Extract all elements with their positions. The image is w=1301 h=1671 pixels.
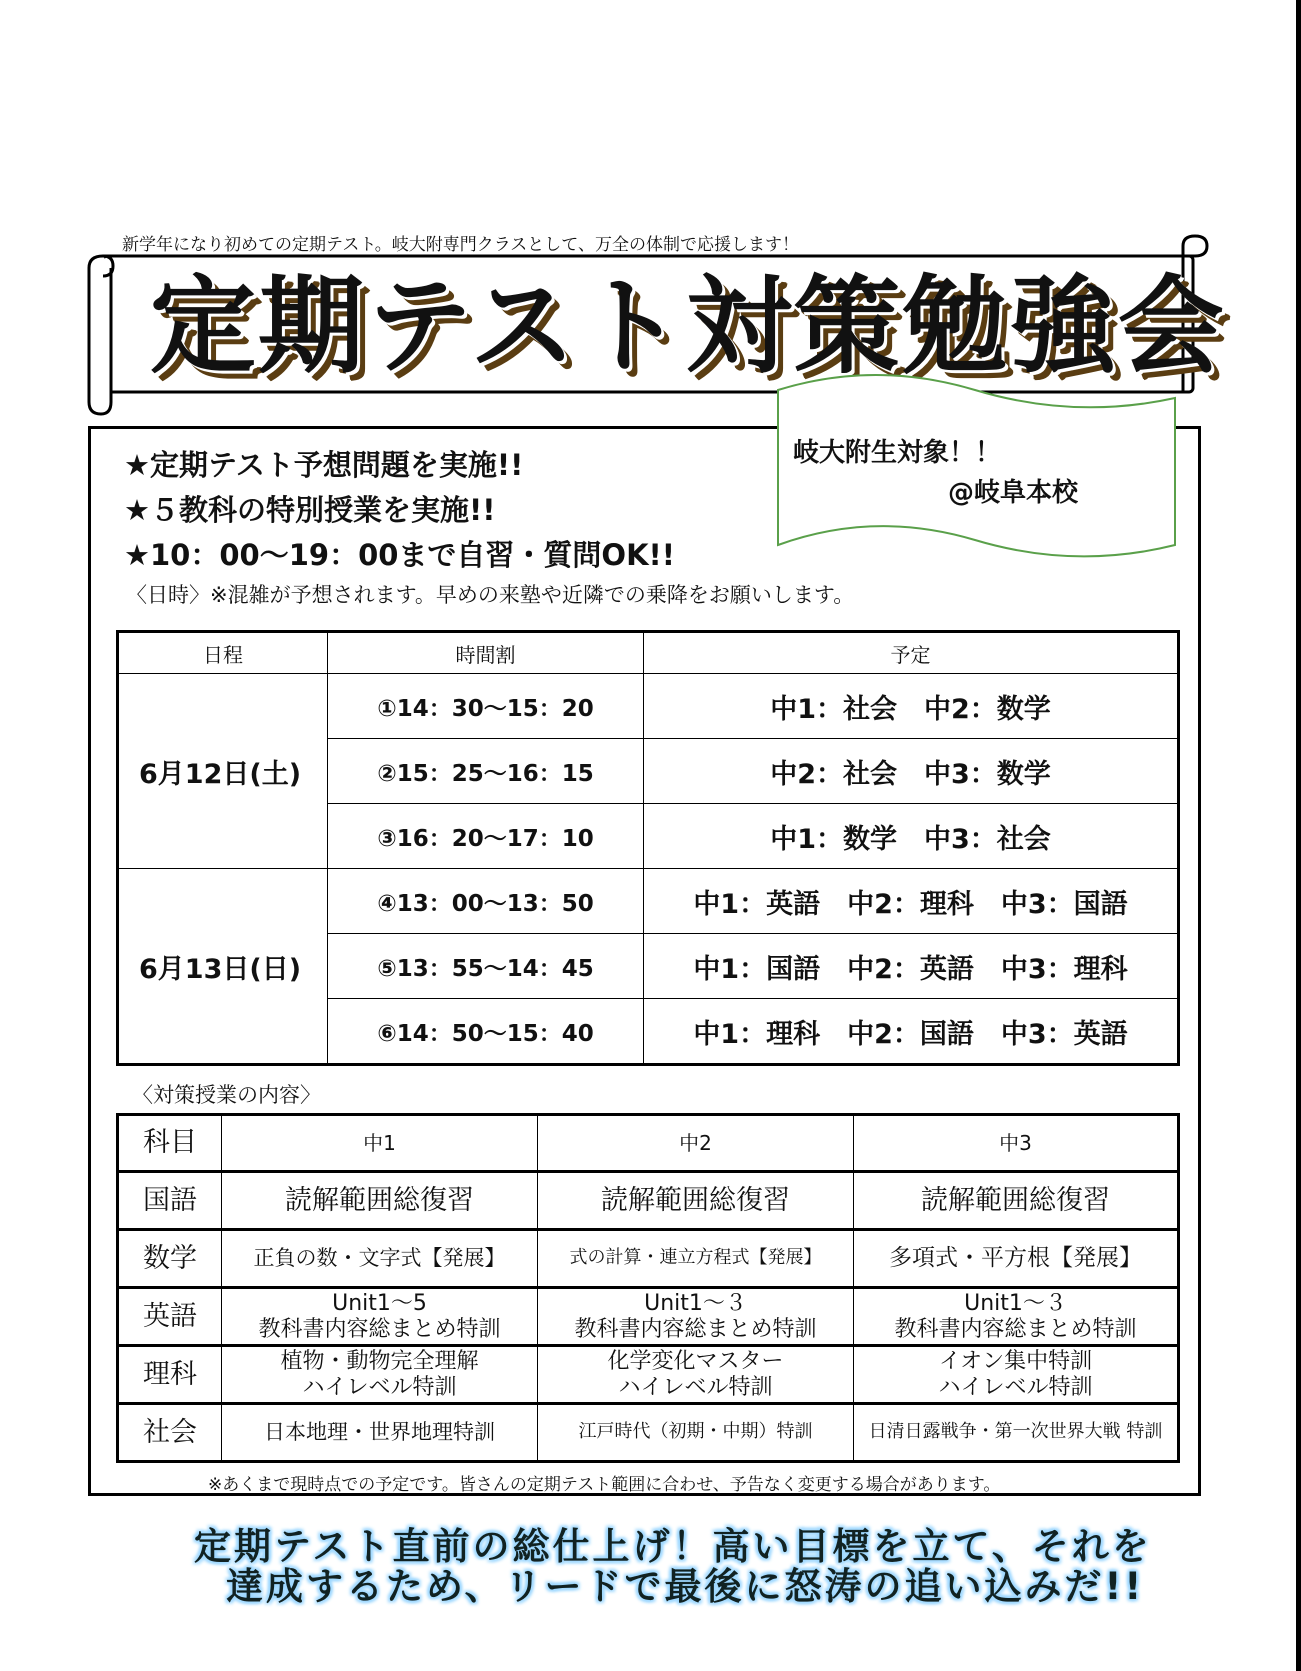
highlight-item: ★定期テスト予想問題を実施!! — [124, 448, 524, 482]
schedule-time: ⑤13：55～14：45 — [328, 934, 644, 999]
content-cell — [854, 1288, 1179, 1346]
content-line: 教科書内容総まとめ特訓 — [574, 1316, 817, 1342]
content-line: イオン集中特訓 — [938, 1349, 1093, 1375]
footnote: ※あくまで現時点での予定です。皆さんの定期テスト範囲に合わせ、予告なく変更する場合があります。 — [208, 1475, 1001, 1495]
table-row — [118, 1230, 1179, 1288]
schedule-time: ①14：30～15：20 — [328, 674, 644, 739]
schedule-plan: 中1：英語 中2：理科 中3：国語 — [644, 869, 1179, 934]
flag-location-text: @岐阜本校 — [948, 478, 1079, 508]
highlight-item: ★10：00～19：00まで自習・質問OK!! — [124, 538, 676, 572]
content-line: 教科書内容総まとめ特訓 — [894, 1316, 1137, 1342]
content-line: ハイレベル特訓 — [938, 1374, 1093, 1400]
content-cell — [854, 1346, 1179, 1404]
header-date: 日程 — [118, 632, 328, 674]
table-row — [118, 869, 1179, 934]
content-line: 化学変化マスター — [607, 1349, 784, 1375]
schedule-plan: 中1：理科 中2：国語 中3：英語 — [644, 999, 1179, 1065]
schedule-header-row — [118, 632, 1179, 674]
content-cell: 読解範囲総復習 — [854, 1172, 1179, 1230]
table-row — [118, 1288, 1179, 1346]
schedule-time: ⑥14：50～15：40 — [328, 999, 644, 1065]
slogan-line: 達成するため、リードで最後に怒涛の追い込みだ!! — [226, 1565, 1145, 1608]
schedule-time: ④13：00～13：50 — [328, 869, 644, 934]
intro-text: 新学年になり初めての定期テスト。岐大附専門クラスとして、万全の体制で応援します！ — [122, 235, 799, 255]
content-line: ハイレベル特訓 — [618, 1374, 773, 1400]
subject-cell: 英語 — [118, 1288, 222, 1346]
header-grade-1: 中1 — [222, 1115, 538, 1172]
schedule-plan: 中1：数学 中3：社会 — [644, 804, 1179, 869]
content-table — [116, 1113, 1180, 1463]
content-heading: 〈対策授業の内容〉 — [132, 1083, 321, 1107]
page-edge-bar — [1296, 0, 1301, 1671]
content-cell: 日清日露戦争・第一次世界大戦 特訓 — [854, 1404, 1179, 1462]
schedule-time: ③16：20～17：10 — [328, 804, 644, 869]
subject-cell: 理科 — [118, 1346, 222, 1404]
table-row — [118, 1346, 1179, 1404]
content-cell: 式の計算・連立方程式【発展】 — [538, 1230, 854, 1288]
subject-cell: 社会 — [118, 1404, 222, 1462]
content-cell: 読解範囲総復習 — [222, 1172, 538, 1230]
content-cell: 多項式・平方根【発展】 — [854, 1230, 1179, 1288]
header-subject: 科目 — [118, 1115, 222, 1172]
schedule-plan: 中2：社会 中3：数学 — [644, 739, 1179, 804]
header-plan: 予定 — [644, 632, 1179, 674]
content-line: Unit1～３ — [964, 1291, 1067, 1317]
schedule-plan: 中1：社会 中2：数学 — [644, 674, 1179, 739]
datetime-note: 〈日時〉※混雑が予想されます。早めの来塾や近隣での乗降をお願いします。 — [126, 583, 855, 607]
content-line: Unit1～5 — [332, 1291, 427, 1317]
schedule-plan: 中1：国語 中2：英語 中3：理科 — [644, 934, 1179, 999]
schedule-date: 6月13日(日) — [118, 869, 328, 1065]
content-cell: 正負の数・文字式【発展】 — [222, 1230, 538, 1288]
content-cell: 江戸時代（初期・中期）特訓 — [538, 1404, 854, 1462]
table-row — [118, 1172, 1179, 1230]
page-title: 定期テスト対策勉強会 — [150, 265, 1226, 388]
content-cell — [222, 1288, 538, 1346]
content-line: 植物・動物完全理解 — [280, 1349, 479, 1375]
slogan-line: 定期テスト直前の総仕上げ！高い目標を立て、それを — [194, 1525, 1152, 1568]
content-cell — [538, 1288, 854, 1346]
schedule-table — [116, 630, 1180, 1066]
content-line: Unit1～３ — [644, 1291, 747, 1317]
content-cell — [538, 1346, 854, 1404]
table-row — [118, 1404, 1179, 1462]
flag-target-text: 岐大附生対象！！ — [793, 438, 1002, 468]
subject-cell: 国語 — [118, 1172, 222, 1230]
highlight-item: ★５教科の特別授業を実施!! — [124, 493, 496, 527]
content-cell: 日本地理・世界地理特訓 — [222, 1404, 538, 1462]
header-grade-2: 中2 — [538, 1115, 854, 1172]
header-grade-3: 中3 — [854, 1115, 1179, 1172]
content-line: ハイレベル特訓 — [302, 1374, 457, 1400]
schedule-time: ②15：25～16：15 — [328, 739, 644, 804]
content-header-row — [118, 1115, 1179, 1172]
table-row — [118, 674, 1179, 739]
header-time: 時間割 — [328, 632, 644, 674]
content-cell: 読解範囲総復習 — [538, 1172, 854, 1230]
content-line: 教科書内容総まとめ特訓 — [258, 1316, 501, 1342]
subject-cell: 数学 — [118, 1230, 222, 1288]
content-cell — [222, 1346, 538, 1404]
schedule-date: 6月12日(土) — [118, 674, 328, 869]
